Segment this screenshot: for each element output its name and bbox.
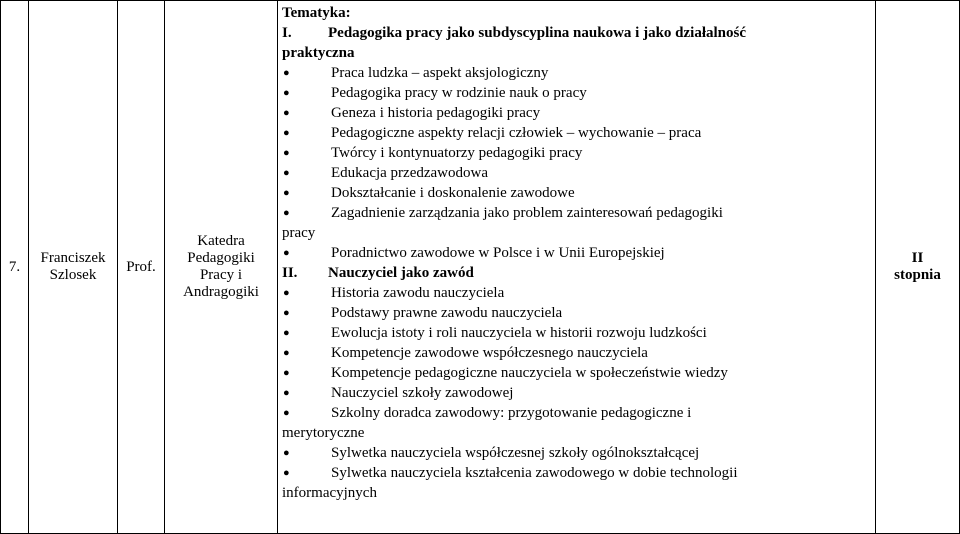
bullet-icon: ●: [283, 287, 290, 299]
department-line: Katedra: [197, 233, 245, 249]
list-item: ● Sylwetka nauczyciela współczesnej szkoły ogólnokształcącej: [283, 445, 700, 461]
department-line: Pracy i: [199, 267, 243, 283]
level-label: stopnia: [894, 267, 941, 283]
row-number-cell: [1, 1, 29, 534]
table-row: [1, 1, 960, 534]
bullet-icon: ●: [283, 367, 290, 379]
list-item: ● Kompetencje pedagogiczne nauczyciela w społeczeństwie wiedzy: [283, 365, 728, 381]
list-item-cont: pracy: [282, 225, 316, 241]
bullet-icon: ●: [283, 447, 290, 459]
bullet-icon: ●: [283, 467, 290, 479]
name-first: Franciszek: [40, 250, 106, 266]
level-numeral: II: [911, 250, 924, 266]
section-title: [282, 23, 871, 43]
list-item: ● Ewolucja istoty i roli nauczyciela w historii rozwoju ludzkości: [283, 325, 707, 341]
bullet-icon: ●: [283, 87, 290, 99]
section-numeral: I.: [282, 25, 292, 41]
section-numeral: II.: [282, 265, 298, 281]
department-cell: [165, 1, 278, 534]
list-item-cont: merytoryczne: [282, 425, 365, 441]
section-title-text: Pedagogika pracy jako subdyscyplina naukowa i jako działalność: [328, 25, 747, 41]
bullet-icon: ●: [283, 207, 290, 219]
list-item: ● Geneza i historia pedagogiki pracy: [283, 105, 541, 121]
list-item: ● Pedagogiczne aspekty relacji człowiek – wychowanie – praca: [283, 125, 702, 141]
list-item: ● Edukacja przedzawodowa: [283, 165, 489, 181]
name-last: Szlosek: [49, 267, 97, 283]
list-item: ● Poradnictwo zawodowe w Polsce i w Unii Europejskiej: [283, 245, 665, 261]
bullet-icon: ●: [283, 167, 290, 179]
bullet-icon: ●: [283, 347, 290, 359]
bullet-icon: ●: [283, 67, 290, 79]
list-item: ● Sylwetka nauczyciela kształcenia zawodowego w dobie technologii: [283, 465, 738, 481]
bullet-icon: ●: [283, 147, 290, 159]
topics-cell: [278, 1, 876, 534]
name-cell: [29, 1, 118, 534]
level-cell: [876, 1, 960, 534]
academic-title: Prof.: [126, 258, 156, 275]
list-item: ● Szkolny doradca zawodowy: przygotowanie pedagogiczne i: [283, 405, 692, 421]
section-title-cont: praktyczna: [282, 45, 355, 61]
topics-heading: Tematyka:: [282, 5, 351, 21]
section-title: [282, 263, 871, 283]
list-item: ● Dokształcanie i doskonalenie zawodowe: [283, 185, 575, 201]
row-number: 7.: [8, 258, 21, 275]
bullet-icon: ●: [283, 327, 290, 339]
department-line: Pedagogiki: [187, 250, 255, 266]
list-item: ● Kompetencje zawodowe współczesnego nauczyciela: [283, 345, 648, 361]
list-item: ● Twórcy i kontynuatorzy pedagogiki pracy: [283, 145, 583, 161]
academic-title-cell: [118, 1, 165, 534]
bullet-icon: ●: [283, 407, 290, 419]
list-item-cont: informacyjnych: [282, 485, 377, 501]
list-item: ● Pedagogika pracy w rodzinie nauk o pracy: [283, 85, 587, 101]
department-line: Andragogiki: [183, 284, 259, 300]
bullet-icon: ●: [283, 307, 290, 319]
section-title-text: Nauczyciel jako zawód: [328, 265, 474, 281]
list-item: ● Podstawy prawne zawodu nauczyciela: [283, 305, 563, 321]
bullet-icon: ●: [283, 247, 290, 259]
list-item: ● Historia zawodu nauczyciela: [283, 285, 505, 301]
list-item: ● Zagadnienie zarządzania jako problem zainteresowań pedagogiki: [283, 205, 723, 221]
list-item: ● Praca ludzka – aspekt aksjologiczny: [283, 65, 549, 81]
bullet-icon: ●: [283, 187, 290, 199]
bullet-icon: ●: [283, 127, 290, 139]
list-item: ● Nauczyciel szkoły zawodowej: [283, 385, 514, 401]
bullet-icon: ●: [283, 107, 290, 119]
bullet-icon: ●: [283, 387, 290, 399]
